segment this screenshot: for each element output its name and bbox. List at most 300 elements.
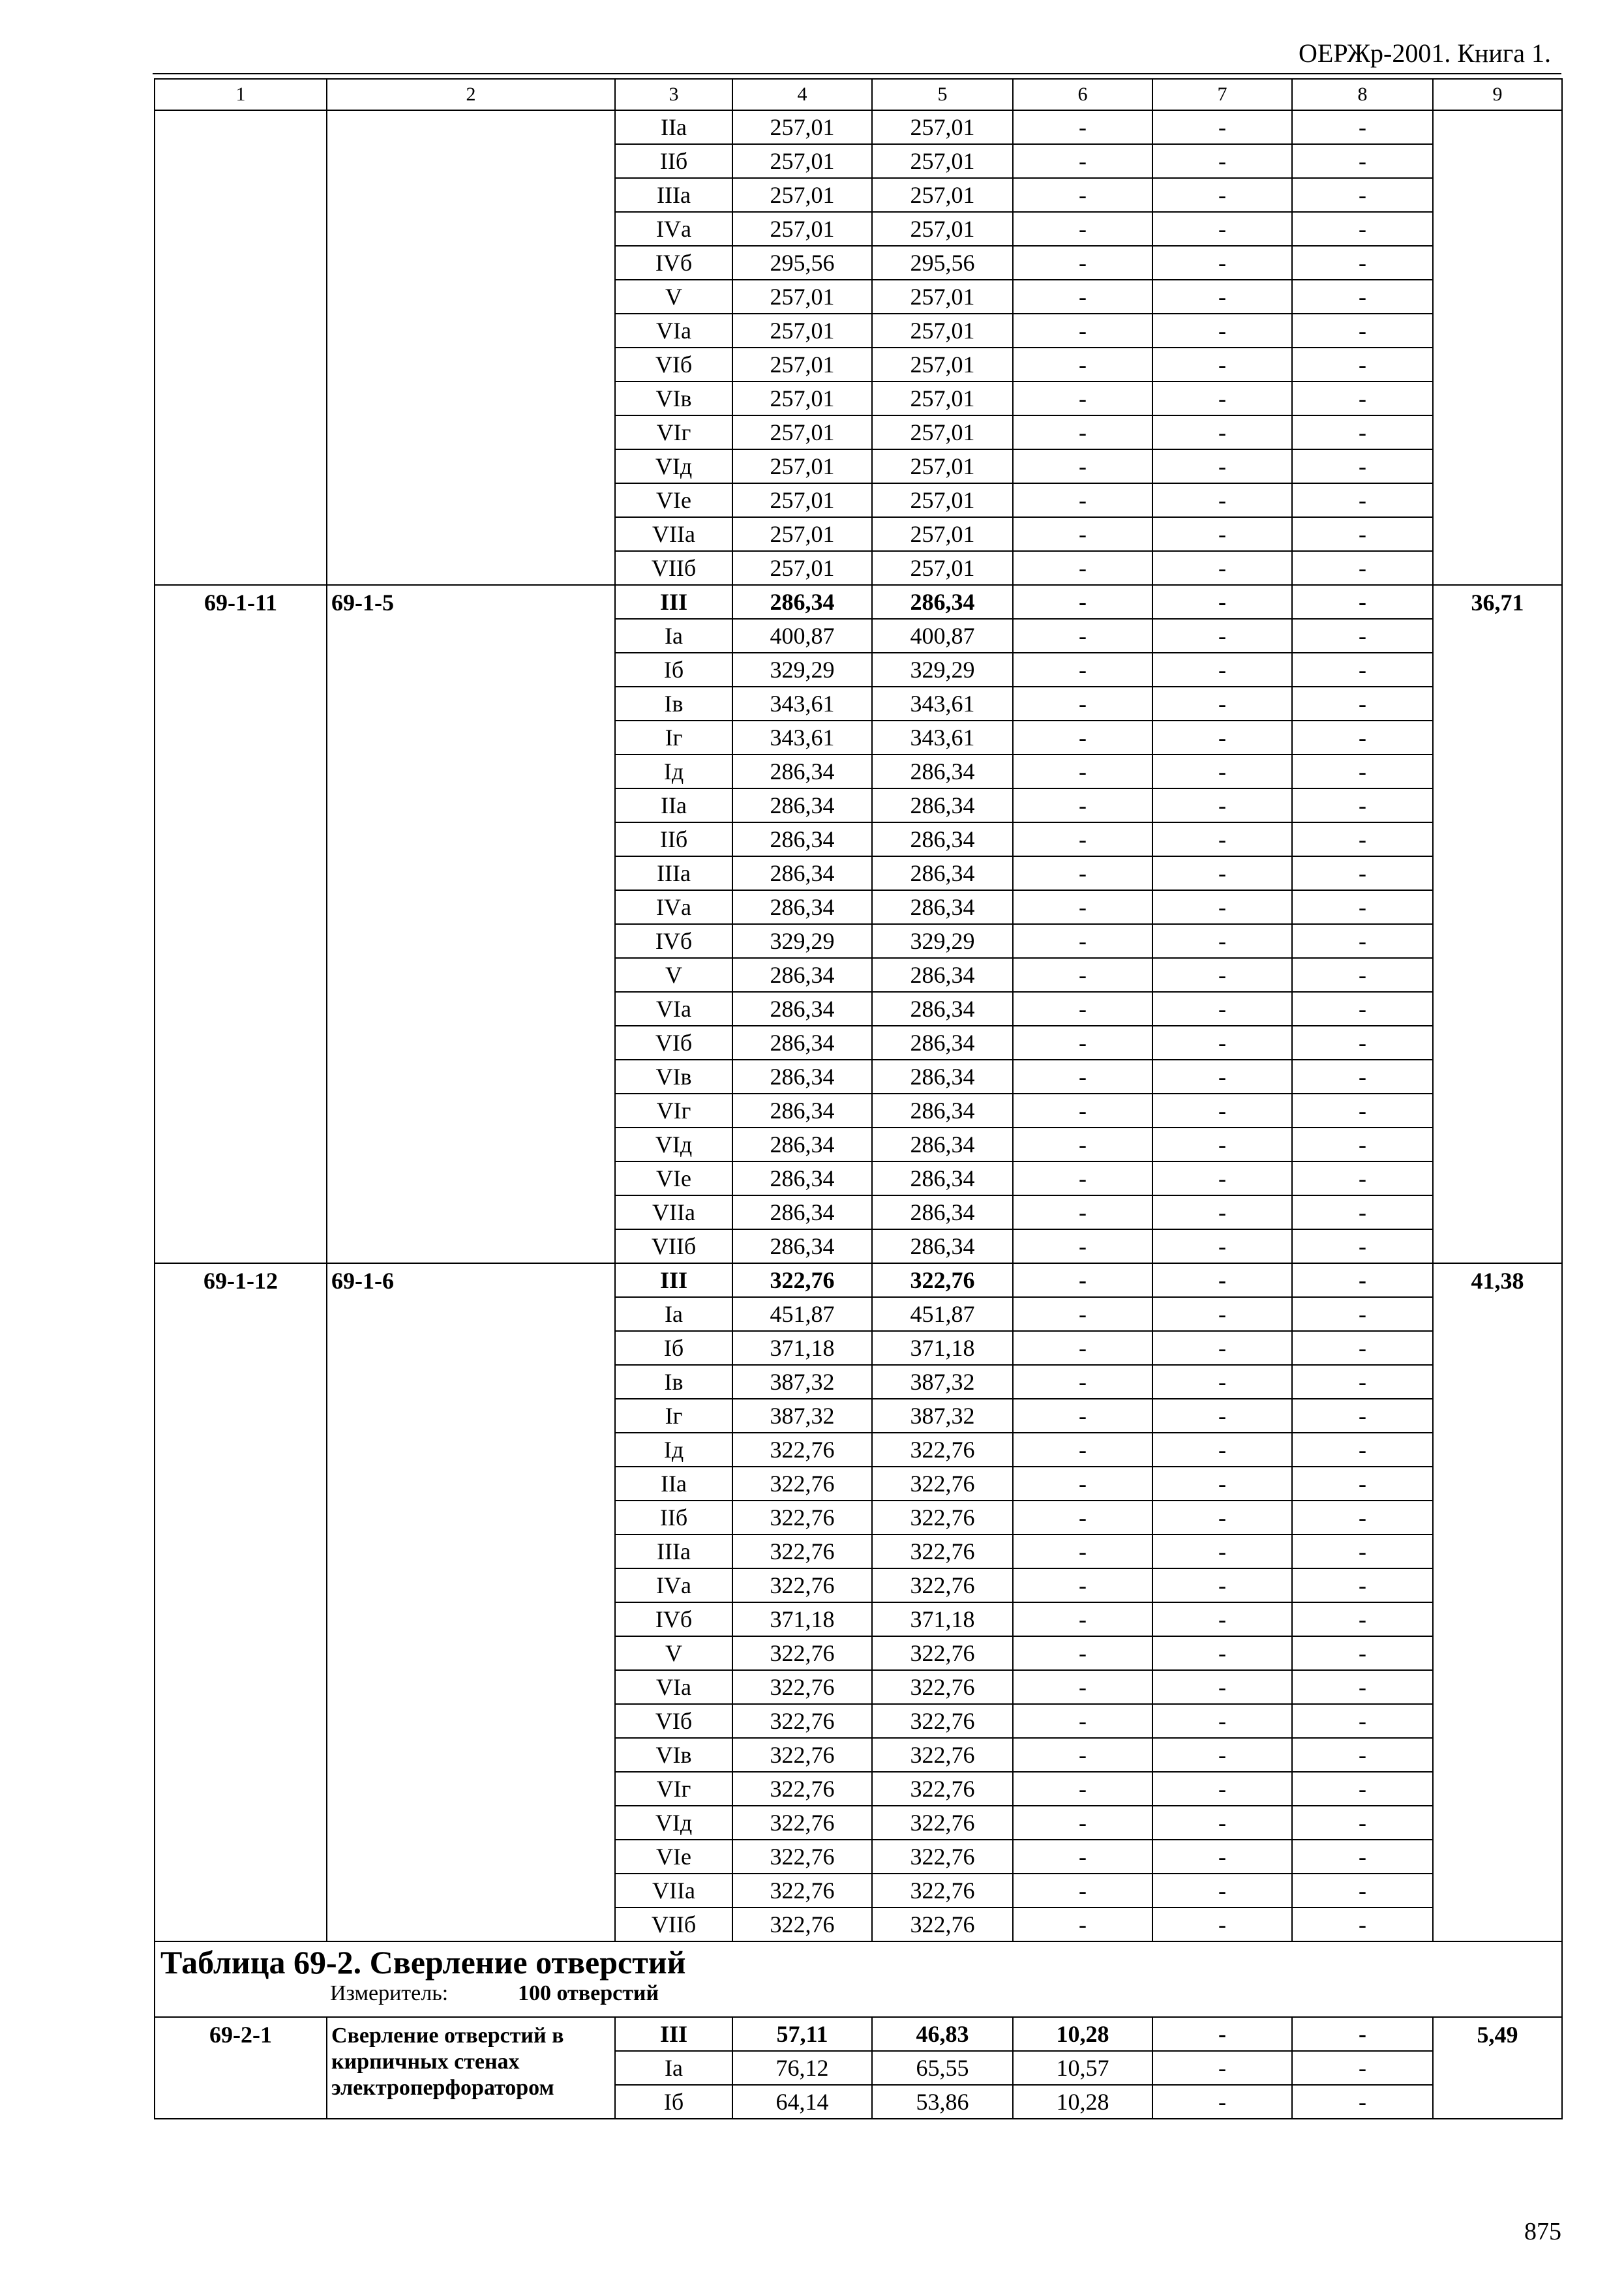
table-cell: 286,34 [732, 1161, 872, 1195]
table-cell: - [1292, 1060, 1433, 1094]
table-cell: 65,55 [872, 2051, 1013, 2085]
table-cell: - [1152, 1772, 1292, 1806]
table-cell: Iб [615, 1331, 732, 1365]
table-cell: IIIа [615, 856, 732, 890]
table2-title: Таблица 69-2. Сверление отверстий [160, 1944, 686, 1981]
table-cell: Iв [615, 687, 732, 721]
table-cell: 286,34 [732, 788, 872, 822]
table-cell: - [1013, 1331, 1152, 1365]
table-cell: - [1013, 449, 1152, 483]
table-cell: - [1013, 585, 1152, 619]
table-cell: - [1152, 1365, 1292, 1399]
table-cell: - [1013, 687, 1152, 721]
table-cell: 257,01 [872, 483, 1013, 517]
total-cell: 41,38 [1433, 1263, 1562, 1941]
table-cell: IVа [615, 1568, 732, 1602]
table-cell: 286,34 [732, 585, 872, 619]
rate-reference-cell: 69-1-5 [327, 585, 615, 1263]
table-cell: - [1152, 856, 1292, 890]
table-cell: - [1292, 992, 1433, 1026]
table-cell: VIа [615, 1670, 732, 1704]
table-cell: 286,34 [732, 890, 872, 924]
table-cell: 257,01 [872, 280, 1013, 314]
table-cell: IIIа [615, 178, 732, 212]
table-cell: VIа [615, 314, 732, 348]
table-cell: - [1152, 1704, 1292, 1738]
table-cell: - [1013, 415, 1152, 449]
table-cell: - [1013, 653, 1152, 687]
table-cell: - [1013, 1195, 1152, 1229]
table-cell: 257,01 [872, 382, 1013, 415]
table-cell: 322,76 [872, 1738, 1013, 1772]
table-row [155, 2017, 1562, 2051]
table-cell: - [1152, 788, 1292, 822]
table-cell: - [1013, 551, 1152, 585]
table-cell: V [615, 958, 732, 992]
table-cell: - [1013, 1501, 1152, 1534]
table-cell: 329,29 [732, 924, 872, 958]
table-cell: 286,34 [732, 856, 872, 890]
table-cell: VIб [615, 1026, 732, 1060]
rate-reference-cell: 69-1-6 [327, 1263, 615, 1941]
table-cell: 322,76 [872, 1636, 1013, 1670]
table-cell: - [1292, 1331, 1433, 1365]
table-cell: 10,28 [1013, 2017, 1152, 2051]
table-cell: - [1152, 1161, 1292, 1195]
table-cell: 286,34 [872, 822, 1013, 856]
table-cell: - [1152, 144, 1292, 178]
column-number: 5 [872, 79, 1013, 110]
table-cell: 295,56 [732, 246, 872, 280]
table-cell: 322,76 [732, 1534, 872, 1568]
table-cell: 257,01 [732, 280, 872, 314]
table-cell: Iб [615, 2085, 732, 2119]
table-cell: 322,76 [872, 1840, 1013, 1874]
table-cell: - [1292, 1738, 1433, 1772]
column-number: 6 [1013, 79, 1152, 110]
column-number: 4 [732, 79, 872, 110]
table-row [155, 1263, 1562, 1297]
table-cell: - [1013, 890, 1152, 924]
table-cell: 286,34 [732, 1060, 872, 1094]
table-cell: 257,01 [872, 415, 1013, 449]
table-cell: - [1292, 1026, 1433, 1060]
table-cell: 286,34 [872, 1195, 1013, 1229]
table-cell: 322,76 [872, 1568, 1013, 1602]
table-cell: 286,34 [872, 788, 1013, 822]
table-cell: 257,01 [732, 382, 872, 415]
column-number: 7 [1152, 79, 1292, 110]
table-cell: - [1013, 1738, 1152, 1772]
table2-caption-row [155, 1941, 1562, 2017]
table-cell: IVб [615, 246, 732, 280]
table-cell: - [1292, 1433, 1433, 1467]
table-cell: - [1292, 415, 1433, 449]
table-cell: - [1013, 992, 1152, 1026]
table-cell: - [1152, 1094, 1292, 1128]
table-cell: 387,32 [872, 1399, 1013, 1433]
table-cell: 322,76 [872, 1670, 1013, 1704]
table-cell: 46,83 [872, 2017, 1013, 2051]
column-number: 8 [1292, 79, 1433, 110]
table-cell: 286,34 [732, 1128, 872, 1161]
table-cell: 257,01 [732, 551, 872, 585]
table-cell: IIа [615, 788, 732, 822]
table-cell: - [1013, 1026, 1152, 1060]
table-cell: 322,76 [872, 1501, 1013, 1534]
table-cell: - [1292, 2085, 1433, 2119]
table-cell: 286,34 [732, 1094, 872, 1128]
table-cell: - [1292, 1399, 1433, 1433]
table-cell: - [1152, 1670, 1292, 1704]
table-cell: 322,76 [872, 1433, 1013, 1467]
table-cell: - [1292, 1365, 1433, 1399]
table-cell: - [1013, 314, 1152, 348]
table-cell: Iд [615, 1433, 732, 1467]
table-cell: 64,14 [732, 2085, 872, 2119]
table-cell: 322,76 [732, 1806, 872, 1840]
table-cell: Iа [615, 2051, 732, 2085]
table-cell: 322,76 [872, 1704, 1013, 1738]
table-cell: - [1152, 924, 1292, 958]
table-cell: - [1152, 653, 1292, 687]
table-cell: - [1013, 1908, 1152, 1941]
table-cell: - [1292, 1636, 1433, 1670]
table-cell: 257,01 [732, 449, 872, 483]
table-cell: 286,34 [872, 1094, 1013, 1128]
table-cell: - [1292, 2017, 1433, 2051]
table-cell: 400,87 [872, 619, 1013, 653]
table-cell: 257,01 [732, 110, 872, 144]
table-cell: - [1013, 1229, 1152, 1263]
table-cell: 257,01 [872, 348, 1013, 382]
table-cell: 257,01 [732, 483, 872, 517]
table-cell: - [1152, 1433, 1292, 1467]
table-cell: - [1292, 1670, 1433, 1704]
table-cell: - [1152, 890, 1292, 924]
table-cell: 286,34 [872, 755, 1013, 788]
table-cell: 286,34 [872, 1060, 1013, 1094]
table-cell: VIе [615, 1161, 732, 1195]
table-cell: 322,76 [872, 1263, 1013, 1297]
column-number: 3 [615, 79, 732, 110]
table-cell: - [1292, 619, 1433, 653]
table-cell: 286,34 [872, 890, 1013, 924]
table-cell: 286,34 [872, 1161, 1013, 1195]
table-cell: 387,32 [732, 1399, 872, 1433]
table-cell: - [1152, 1399, 1292, 1433]
table-cell: 286,34 [872, 958, 1013, 992]
table-cell: - [1013, 1399, 1152, 1433]
total-cell: 5,49 [1433, 2017, 1562, 2119]
table-cell: 257,01 [872, 517, 1013, 551]
table-cell: - [1013, 246, 1152, 280]
table-cell: - [1292, 755, 1433, 788]
table-cell: 322,76 [872, 1772, 1013, 1806]
table-cell: - [1013, 788, 1152, 822]
table-cell: 329,29 [872, 924, 1013, 958]
table-cell: 322,76 [732, 1670, 872, 1704]
table-cell: - [1152, 1806, 1292, 1840]
table-cell: VIд [615, 1806, 732, 1840]
table-cell: - [1013, 619, 1152, 653]
table-cell: - [1152, 721, 1292, 755]
table-cell: - [1013, 382, 1152, 415]
rate-code-cell: 69-1-11 [155, 585, 327, 1263]
table-cell: - [1152, 314, 1292, 348]
table-cell: 322,76 [732, 1467, 872, 1501]
table-cell: - [1152, 958, 1292, 992]
table-cell: - [1013, 1806, 1152, 1840]
table-cell: - [1292, 585, 1433, 619]
table-cell: 322,76 [732, 1501, 872, 1534]
table-cell: VIе [615, 1840, 732, 1874]
table-cell: 286,34 [872, 585, 1013, 619]
table-cell: - [1152, 1501, 1292, 1534]
table-cell: - [1152, 517, 1292, 551]
column-number: 1 [155, 79, 327, 110]
table-cell: - [1152, 1060, 1292, 1094]
table-cell: V [615, 280, 732, 314]
table-cell: 286,34 [872, 992, 1013, 1026]
table-cell: 322,76 [732, 1636, 872, 1670]
table-cell: - [1152, 822, 1292, 856]
table-cell: - [1152, 992, 1292, 1026]
table-cell: 286,34 [872, 1229, 1013, 1263]
page-number: 875 [1524, 2218, 1561, 2245]
table-cell: - [1013, 856, 1152, 890]
table-cell: - [1152, 2017, 1292, 2051]
table-cell: - [1152, 755, 1292, 788]
table-cell: VIв [615, 382, 732, 415]
column-number: 2 [327, 79, 615, 110]
rate-code-cell [155, 110, 327, 585]
table-cell: 322,76 [732, 1840, 872, 1874]
table-cell: - [1152, 1467, 1292, 1501]
table-cell: - [1292, 449, 1433, 483]
table-cell: - [1152, 449, 1292, 483]
table-cell: - [1152, 1602, 1292, 1636]
table-cell: - [1152, 246, 1292, 280]
table-cell: VIIа [615, 517, 732, 551]
table-cell: 57,11 [732, 2017, 872, 2051]
rate-code-cell: 69-1-12 [155, 1263, 327, 1941]
table-cell: 286,34 [872, 856, 1013, 890]
table-cell: III [615, 585, 732, 619]
table-cell: 286,34 [732, 1195, 872, 1229]
table-cell: - [1152, 415, 1292, 449]
table-cell: - [1292, 924, 1433, 958]
running-header: ОЕРЖр-2001. Книга 1. [1299, 38, 1551, 68]
table-cell: - [1152, 1229, 1292, 1263]
table-cell: - [1152, 1840, 1292, 1874]
table-cell: VIа [615, 992, 732, 1026]
rate-reference-cell: Сверление отверстий в кирпичных стенах электроперфоратором [327, 2017, 615, 2119]
table-cell: - [1292, 1568, 1433, 1602]
table-cell: - [1152, 1636, 1292, 1670]
table-cell: - [1292, 483, 1433, 517]
table-cell: VIе [615, 483, 732, 517]
table-cell: - [1292, 856, 1433, 890]
table-cell: - [1013, 517, 1152, 551]
table-cell: Iг [615, 721, 732, 755]
table-cell: - [1152, 280, 1292, 314]
table-cell: - [1292, 551, 1433, 585]
table-cell: - [1292, 212, 1433, 246]
table-cell: 322,76 [732, 1772, 872, 1806]
table-cell: - [1292, 1772, 1433, 1806]
table-cell: - [1013, 212, 1152, 246]
rate-code-cell: 69-2-1 [155, 2017, 327, 2119]
table-row [155, 585, 1562, 619]
table-cell: VIIб [615, 1908, 732, 1941]
table-cell: Iа [615, 619, 732, 653]
table-cell: VIд [615, 1128, 732, 1161]
table-cell: VIIб [615, 551, 732, 585]
table-cell: 257,01 [872, 314, 1013, 348]
table-cell: - [1013, 110, 1152, 144]
table-cell: 322,76 [732, 1738, 872, 1772]
total-cell: 36,71 [1433, 585, 1562, 1263]
table-cell: - [1292, 1467, 1433, 1501]
table-cell: - [1013, 755, 1152, 788]
table-cell: III [615, 1263, 732, 1297]
table-cell: - [1013, 1704, 1152, 1738]
table-cell: - [1292, 1094, 1433, 1128]
table-cell: - [1152, 1908, 1292, 1941]
rates-table [154, 78, 1563, 2119]
table-cell: - [1292, 314, 1433, 348]
table-cell: - [1152, 1026, 1292, 1060]
table-cell: - [1013, 1060, 1152, 1094]
table-cell: - [1013, 1161, 1152, 1195]
table-cell: - [1292, 721, 1433, 755]
table-cell: 257,01 [732, 415, 872, 449]
table-cell: - [1292, 1297, 1433, 1331]
table-cell: - [1013, 1128, 1152, 1161]
table-cell: - [1152, 212, 1292, 246]
table-cell: - [1292, 890, 1433, 924]
table-cell: 322,76 [732, 1433, 872, 1467]
table-cell: - [1152, 1263, 1292, 1297]
table-cell: 322,76 [872, 1534, 1013, 1568]
table-cell: 286,34 [872, 1128, 1013, 1161]
column-number: 9 [1433, 79, 1562, 110]
table-cell: 257,01 [732, 314, 872, 348]
table-cell: - [1152, 551, 1292, 585]
table-cell: - [1013, 1534, 1152, 1568]
table-cell: - [1152, 1534, 1292, 1568]
table-cell: 322,76 [732, 1263, 872, 1297]
table-cell: - [1013, 1840, 1152, 1874]
table-cell: 257,01 [872, 110, 1013, 144]
table-cell: - [1292, 788, 1433, 822]
table-cell: - [1292, 280, 1433, 314]
table-cell: IIа [615, 110, 732, 144]
table-cell: 257,01 [872, 449, 1013, 483]
table-cell: - [1152, 585, 1292, 619]
table-cell: - [1292, 1195, 1433, 1229]
table-cell: - [1292, 1806, 1433, 1840]
table-cell: - [1292, 1161, 1433, 1195]
header-rule [153, 73, 1561, 74]
table-cell: - [1152, 348, 1292, 382]
table-cell: - [1292, 1534, 1433, 1568]
table-cell: - [1152, 619, 1292, 653]
table-cell: - [1292, 1263, 1433, 1297]
table-cell: - [1152, 1297, 1292, 1331]
table-cell: 257,01 [732, 144, 872, 178]
table-cell: 257,01 [732, 348, 872, 382]
table-cell: 451,87 [872, 1297, 1013, 1331]
table-cell: 343,61 [872, 721, 1013, 755]
unit-label: Измеритель: [330, 1981, 449, 2005]
table-cell: IIб [615, 1501, 732, 1534]
table2-caption [155, 1941, 1562, 2017]
table-cell: 322,76 [872, 1874, 1013, 1908]
table-cell: 286,34 [872, 1026, 1013, 1060]
table-cell: - [1013, 1297, 1152, 1331]
table-cell: 371,18 [732, 1602, 872, 1636]
table-cell: 257,01 [872, 144, 1013, 178]
table-cell: VIб [615, 1704, 732, 1738]
table-cell: 257,01 [872, 551, 1013, 585]
table-cell: VIд [615, 449, 732, 483]
table-cell: 322,76 [732, 1874, 872, 1908]
table-cell: - [1013, 1365, 1152, 1399]
table-cell: - [1292, 653, 1433, 687]
table-cell: VIг [615, 415, 732, 449]
table-cell: III [615, 2017, 732, 2051]
table-cell: 53,86 [872, 2085, 1013, 2119]
table-cell: - [1152, 2085, 1292, 2119]
table-cell: - [1292, 2051, 1433, 2085]
table-cell: - [1013, 178, 1152, 212]
table-cell: Iг [615, 1399, 732, 1433]
table-cell: IIб [615, 144, 732, 178]
table-cell: - [1292, 1840, 1433, 1874]
table-cell: - [1013, 280, 1152, 314]
table-cell: IVб [615, 924, 732, 958]
table-cell: - [1152, 1738, 1292, 1772]
table-cell: VIб [615, 348, 732, 382]
table-cell: 387,32 [732, 1365, 872, 1399]
table-cell: - [1292, 1602, 1433, 1636]
table-cell: - [1013, 822, 1152, 856]
table-cell: - [1292, 144, 1433, 178]
table-cell: - [1292, 246, 1433, 280]
table-cell: 286,34 [732, 1229, 872, 1263]
table-cell: - [1292, 1501, 1433, 1534]
table-cell: 371,18 [872, 1602, 1013, 1636]
table-cell: 329,29 [872, 653, 1013, 687]
table-cell: - [1152, 178, 1292, 212]
table-cell: - [1152, 2051, 1292, 2085]
table-cell: 343,61 [732, 687, 872, 721]
table-cell: Iб [615, 653, 732, 687]
table-cell: 322,76 [732, 1568, 872, 1602]
rate-reference-cell [327, 110, 615, 585]
table-cell: - [1292, 110, 1433, 144]
table-cell: 371,18 [732, 1331, 872, 1365]
table-cell: - [1013, 348, 1152, 382]
table-cell: VIв [615, 1738, 732, 1772]
table-cell: - [1013, 924, 1152, 958]
table-cell: - [1292, 958, 1433, 992]
table-cell: 10,57 [1013, 2051, 1152, 2085]
table-cell: 329,29 [732, 653, 872, 687]
table-cell: - [1292, 517, 1433, 551]
